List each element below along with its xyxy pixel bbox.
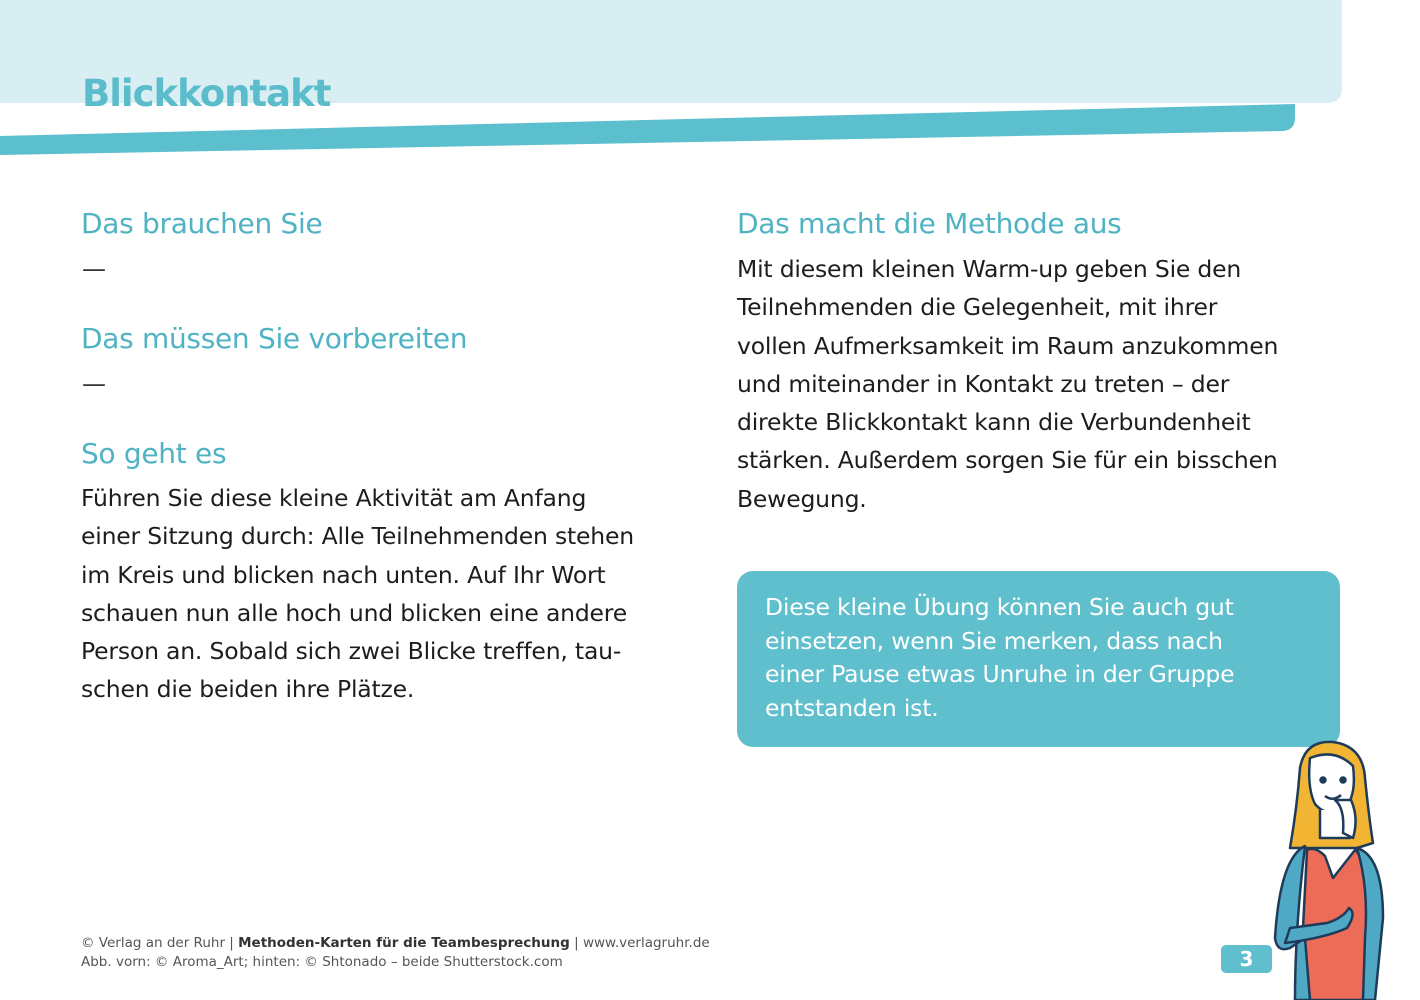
footer	[81, 934, 710, 972]
text-line: schen die beiden ihre Plätze.	[81, 675, 415, 704]
text-line: einsetzen, wenn Sie merken, dass nach	[765, 626, 1223, 655]
need-heading: Das brauchen Sie	[81, 207, 323, 240]
text-line: direkte Blickkontakt kann die Verbundenheit	[737, 408, 1251, 437]
text-line: Führen Sie diese kleine Aktivität am Anfang	[81, 484, 587, 512]
howto-text	[81, 479, 634, 709]
prep-heading: Das müssen Sie vorbereiten	[81, 322, 468, 355]
text-line: und miteinander in Kontakt zu treten – der	[737, 369, 1230, 398]
text-line: Teilnehmenden die Gelegenheit, mit ihrer	[737, 293, 1218, 322]
prep-value: —	[82, 370, 106, 398]
text-line: Diese kleine Übung können Sie auch gut	[765, 593, 1234, 621]
method-heading: Das macht die Methode aus	[737, 207, 1122, 240]
page-number: 3	[1221, 945, 1272, 973]
publisher: © Verlag an der Ruhr |	[81, 935, 239, 951]
footer-line-1	[81, 934, 710, 953]
website-link[interactable]: | www.verlagruhr.de	[569, 935, 710, 951]
text-line: Person an. Sobald sich zwei Blicke treffen, tau-	[81, 637, 622, 666]
text-line: Mit diesem kleinen Warm-up geben Sie den	[737, 255, 1242, 283]
text-line: im Kreis und blicken nach unten. Auf Ihr Wort	[81, 560, 606, 589]
need-value: —	[82, 255, 106, 283]
woman-illustration	[1265, 738, 1415, 1000]
text-line: einer Pause etwas Unruhe in der Gruppe	[765, 660, 1235, 688]
howto-heading: So geht es	[81, 437, 227, 470]
text-line: Bewegung.	[737, 484, 867, 513]
text-line: schauen nun alle hoch und blicken eine andere	[81, 598, 628, 627]
book-title: Methoden-Karten für die Teambesprechung	[238, 935, 570, 951]
text-line: vollen Aufmerksamkeit im Raum anzukommen	[737, 331, 1279, 360]
image-credits: Abb. vorn: © Aroma_Art; hinten: © Shtonado – beide Shutterstock.com	[81, 954, 563, 970]
text-line: entstanden ist.	[765, 693, 939, 722]
page-title: Blickkontakt	[82, 72, 331, 115]
text-line: stärken. Außerdem sorgen Sie für ein bisschen	[737, 446, 1278, 475]
text-line: einer Sitzung durch: Alle Teilnehmenden stehen	[81, 522, 634, 551]
tip-box	[737, 571, 1340, 747]
method-text	[737, 250, 1278, 518]
